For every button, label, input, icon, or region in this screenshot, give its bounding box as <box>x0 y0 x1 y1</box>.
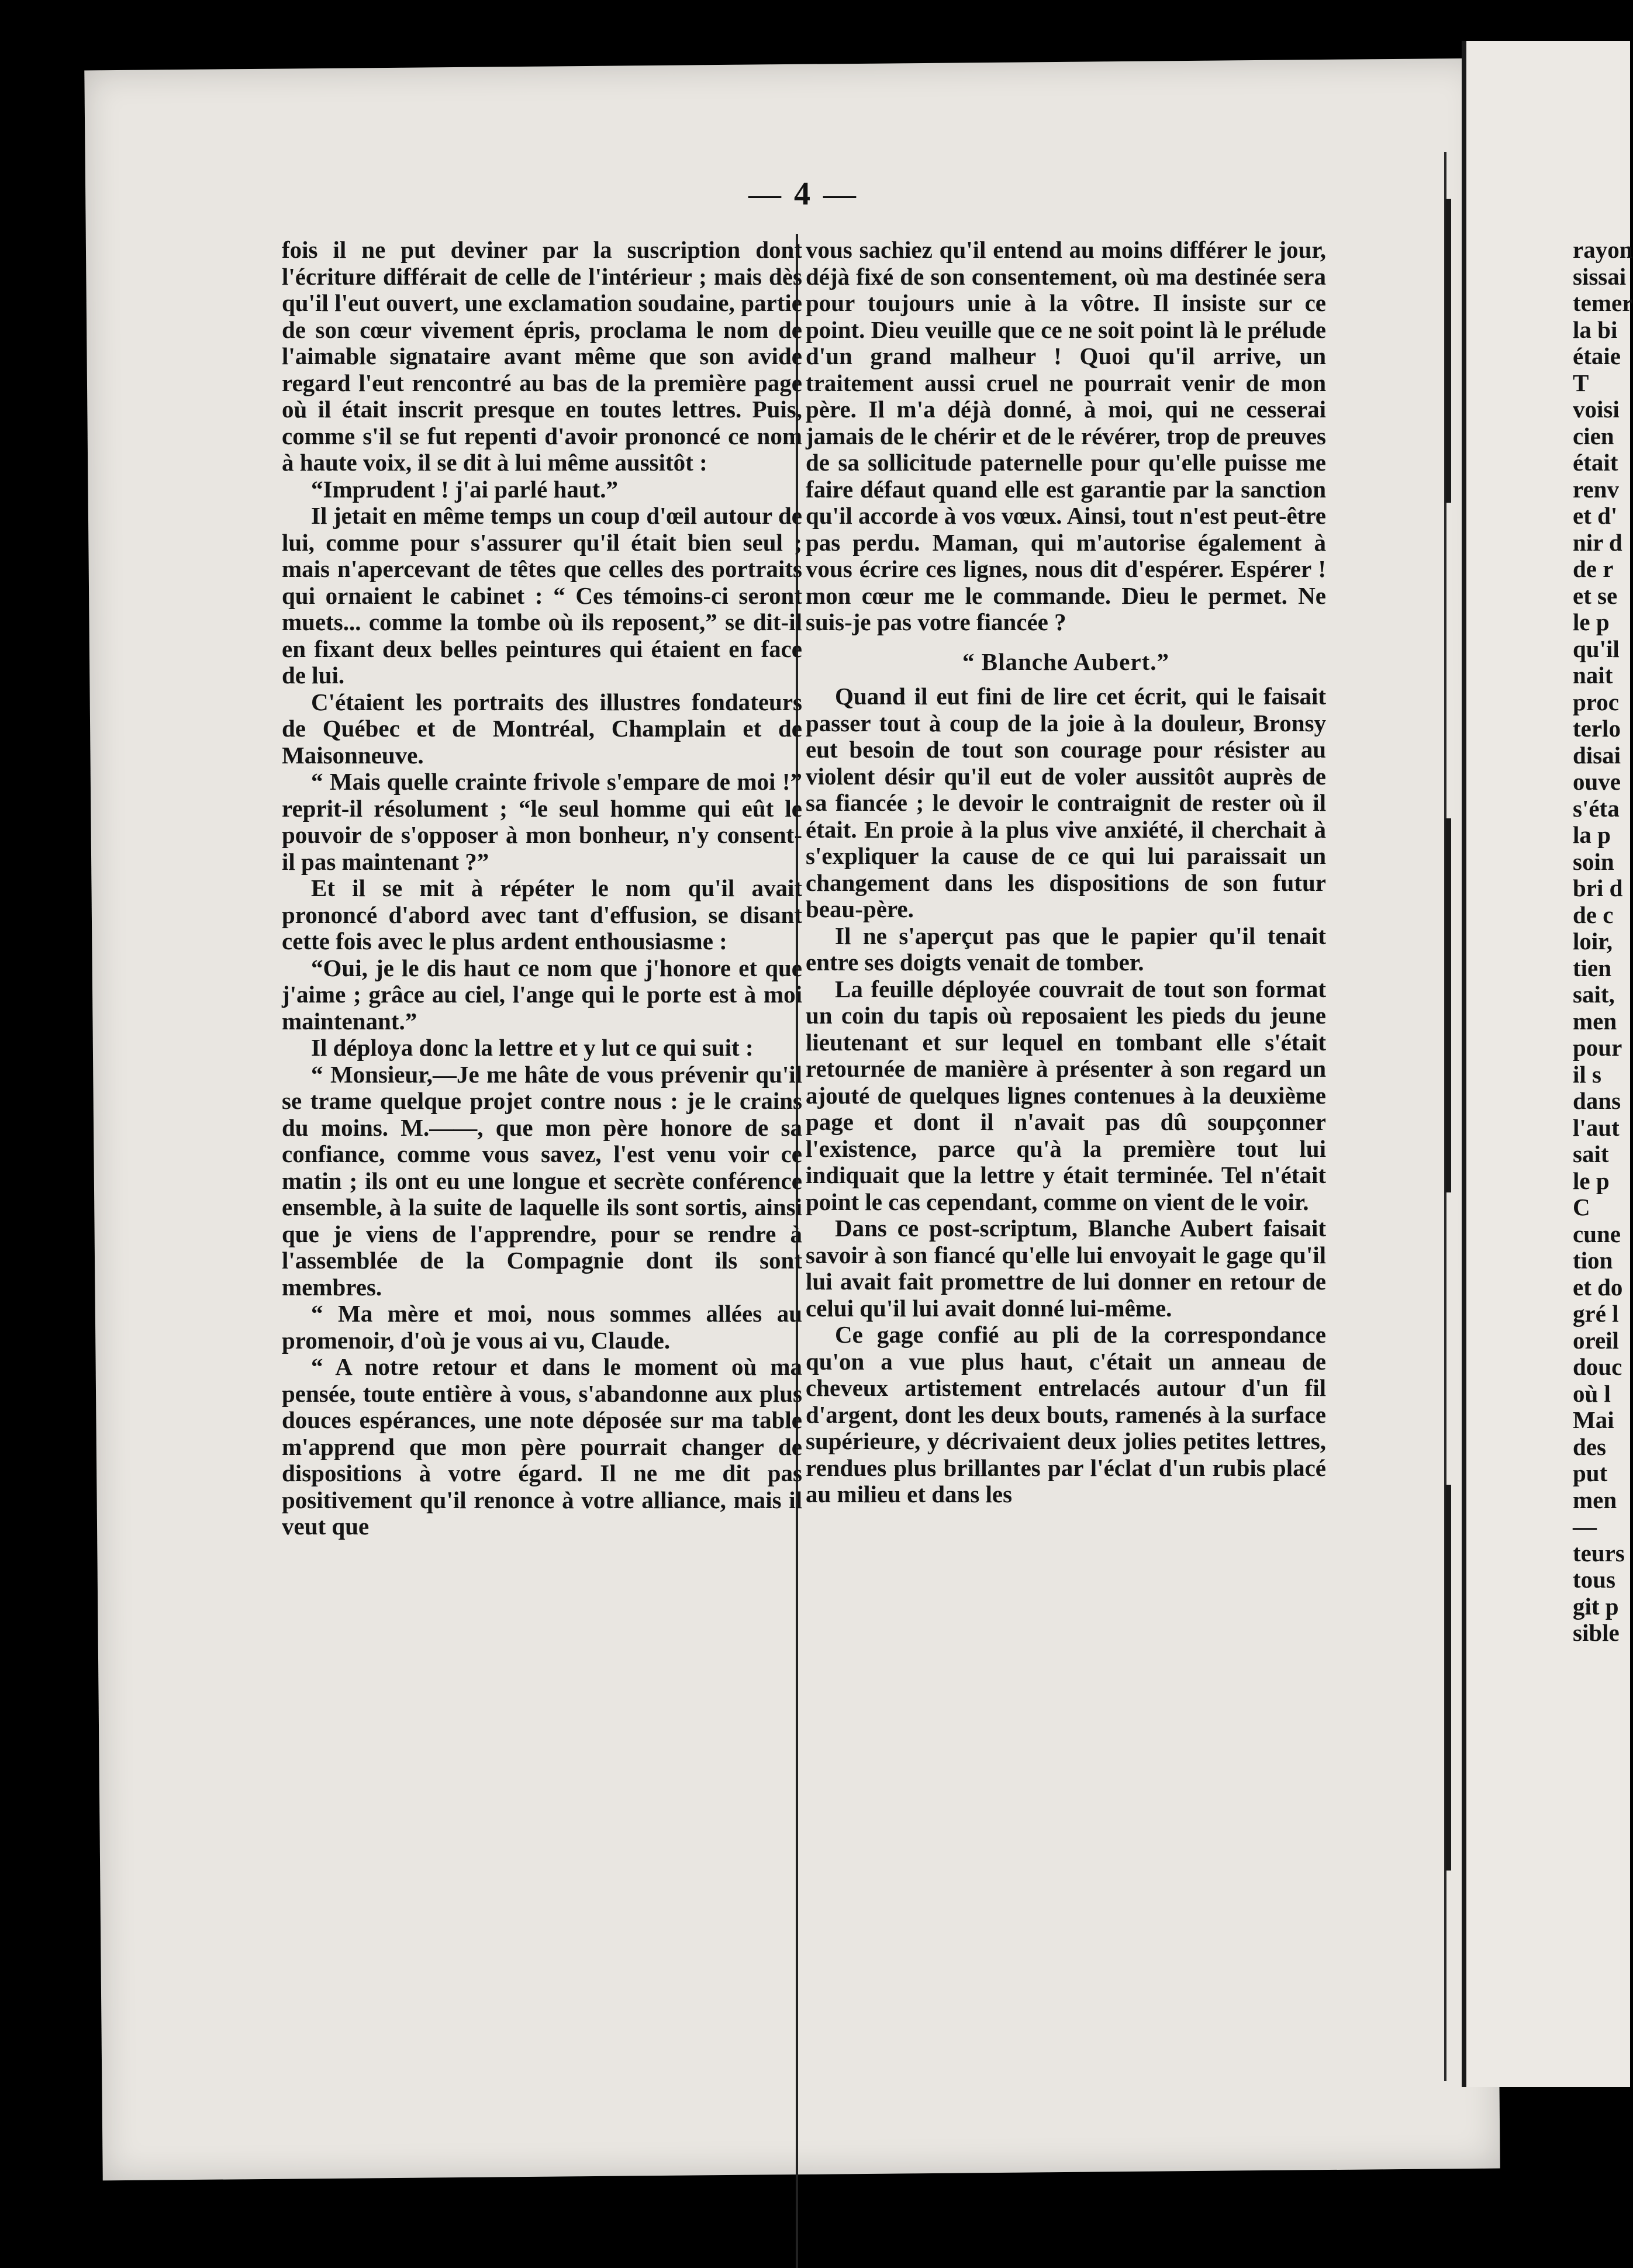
right-column <box>806 237 1326 1508</box>
paragraph: “Imprudent ! j'ai parlé haut.” <box>311 475 619 503</box>
next-page-line: terlo <box>1573 715 1621 742</box>
next-page-line: cune <box>1573 1220 1621 1247</box>
paragraph: “ Mais quelle crainte frivole s'empare de moi !” reprit-il résolument ; “le seul homme qui eût le pouvoir de s'opposer à mon bonheur, n'y consent-il pas maintenant ?” <box>282 768 802 875</box>
next-page-line: où l <box>1573 1380 1611 1407</box>
paragraph: Il déploya donc la lettre et y lut ce qui suit : <box>311 1034 754 1061</box>
next-page-line: Mai <box>1573 1406 1614 1433</box>
next-page-line: et se <box>1573 582 1618 609</box>
next-page-line: le p <box>1573 1167 1610 1194</box>
next-page-line: la bi <box>1573 316 1618 343</box>
next-page-line: sait <box>1573 1140 1609 1167</box>
paragraph: Ce gage confié au pli de la correspondance qu'on a vue plus haut, c'était un anneau de cheveux artistement entrelacés autour d'un fil d'argent, dont les deux bouts, ramenés à la surface supérieure, y décrivaient deux jolies petites lettres, rendues plus brillantes par l'éclat d'un rubis placé au milieu et dans les <box>806 1321 1326 1508</box>
next-page-line: douc <box>1573 1353 1622 1380</box>
next-page-line: oreil <box>1573 1326 1619 1354</box>
next-page-line: s'éta <box>1573 794 1620 822</box>
next-page-line: tion <box>1573 1247 1613 1274</box>
next-page-line: qu'il <box>1573 635 1620 662</box>
next-page-line: voisi <box>1573 396 1620 423</box>
paragraph: La feuille déployée couvrait de tout son format un coin du tapis où reposaient les pieds du jeune lieutenant et sur lequel en tombant elle s'était retournée de manière à présenter à son regard un ajouté de quelques lignes contenues à la deuxième page et dont il n'avait pas dû soupçonner l'existence, parce qu'à la première tout lui indiquait que la lettre y était terminée. Tel n'était point le cas cependant, comme on vient de le voir. <box>806 975 1326 1215</box>
next-page-line: de c <box>1573 901 1614 928</box>
next-page-line: disai <box>1573 741 1621 769</box>
next-page-line: il s <box>1573 1060 1601 1088</box>
paragraph: “ Monsieur,—Je me hâte de vous prévenir qu'il se trame quelque projet contre nous : je le crains du moins. M.——, que mon père honore de sa confiance, comme vous savez, l'est venu voir ce matin ; ils ont eu une longue et secrète conférence ensemble, à la suite de laquelle ils sont sortis, ainsi que je viens de l'apprendre, pour se rendre à l'assemblée de la Compagnie dont ils sont membres. <box>282 1060 802 1301</box>
next-page-line: l'aut <box>1573 1114 1620 1141</box>
next-page-line: cien <box>1573 422 1614 450</box>
next-page-line: et d' <box>1573 502 1618 529</box>
paragraph: “ A notre retour et dans le moment où ma pensée, toute entière à vous, s'abandonne aux plus douces espérances, une note déposée sur ma table m'apprend que mon père pourrait changer de dispositions à votre égard. Il ne me dit pas positivement qu'il renonce à votre alliance, mais il veut que <box>282 1353 802 1540</box>
next-page-line: rayon <box>1573 236 1633 263</box>
next-page-line: C <box>1573 1194 1590 1221</box>
next-page-line: et do <box>1573 1273 1623 1301</box>
next-page-line: sissai <box>1573 262 1627 290</box>
paragraph: vous sachiez qu'il entend au moins différer le jour, déjà fixé de son consentement, où ma destinée sera pour toujours unie à la vôtre. Il insiste sur ce point. Dieu veuille que ce ne soit point là le prélude d'un grand malheur ! Quoi qu'il arrive, un traitement aussi cruel ne pourrait venir de mon père. Il m'a déjà donné, à moi, qui ne cesserai jamais de le chérir et de le révérer, trop de preuves de sa sollicitude paternelle pour qu'elle puisse me faire défaut quand elle est garantie par la sanction qu'il accorde à vos vœux. Ainsi, tout n'est peut-être pas perdu. Maman, qui m'autorise également à vous écrire ces lignes, nous dit d'espérer. Espérer ! mon cœur me le commande. Dieu le permet. Ne suis-je pas votre fiancée ? <box>806 236 1326 635</box>
next-page-line: nait <box>1573 662 1613 689</box>
next-page-line: la p <box>1573 821 1611 848</box>
paragraph: Quand il eut fini de lire cet écrit, qui le faisait passer tout à coup de la joie à la douleur, Bronsy eut besoin de tout son courage pour résister au violent désir qu'il eut de voler aussitôt auprès de sa fiancée ; le devoir le contraignit de rester où il était. En proie à la plus vive anxiété, il cherchait à s'expliquer la cause de ce qui lui paraissait un changement dans les dispositions de son futur beau-père. <box>806 683 1326 922</box>
paragraph: Dans ce post-scriptum, Blanche Aubert faisait savoir à son fiancé qu'elle lui envoyait le gage qu'il lui avait fait promettre de lui donner en retour de celui qu'il lui avait donné lui-même. <box>806 1215 1326 1322</box>
left-column <box>282 237 802 1540</box>
next-page-line: bri d <box>1573 874 1623 901</box>
next-page-line: de r <box>1573 555 1614 582</box>
letter-signature: “ Blanche Aubert.” <box>962 648 1169 675</box>
next-page-line: renv <box>1573 475 1619 503</box>
next-page-line: gré l <box>1573 1300 1619 1327</box>
next-page-line: nir d <box>1573 528 1622 556</box>
next-page-line: T <box>1573 369 1589 396</box>
next-page-line: men <box>1573 1007 1617 1035</box>
next-page-fragment <box>1573 236 1633 1647</box>
next-page-line: soin <box>1573 848 1614 875</box>
next-page-line: le p <box>1573 609 1610 635</box>
paragraph: C'étaient les portraits des illustres fondateurs de Québec et de Montréal, Champlain et de Maisonneuve. <box>282 688 802 769</box>
paragraph: Il ne s'aperçut pas que le papier qu'il tenait entre ses doigts venait de tomber. <box>806 922 1326 976</box>
binding-stitch <box>1445 199 1451 503</box>
paragraph: Et il se mit à répéter le nom qu'il avait prononcé d'abord avec tant d'effusion, se disant cette fois avec le plus ardent enthousiasme : <box>282 874 802 955</box>
next-page-line: men <box>1573 1486 1617 1513</box>
next-page-line: sait, <box>1573 981 1615 1008</box>
binding-stitch <box>1445 1485 1451 1871</box>
next-page-line: temer <box>1573 289 1633 316</box>
next-page-line: pour <box>1573 1034 1622 1061</box>
next-page-line: étaie <box>1573 343 1621 369</box>
next-page-line: était <box>1573 449 1618 476</box>
page-number: — 4 — <box>748 176 858 212</box>
binding-stitch <box>1445 818 1451 1192</box>
next-page-line: git p <box>1573 1592 1619 1620</box>
paragraph: “Oui, je le dis haut ce nom que j'honore et que j'aime ; grâce au ciel, l'ange qui le porte est à moi maintenant.” <box>282 954 802 1035</box>
paragraph: Il jetait en même temps un coup d'œil autour de lui, comme pour s'assurer qu'il était bien seul ; mais n'apercevant de têtes que celles des portraits qui ornaient le cabinet : “ Ces témoins-ci seront muets... comme la tombe où ils reposent,” se dit-il en fixant deux belles peintures qui étaient en face de lui. <box>282 502 802 689</box>
next-page-line: — <box>1573 1513 1597 1540</box>
next-page-line: loir, <box>1573 928 1613 955</box>
next-page-line: sible <box>1573 1619 1620 1646</box>
paragraph: “ Ma mère et moi, nous sommes allées au promenoir, d'où je vous ai vu, Claude. <box>282 1300 802 1354</box>
next-page-line: proc <box>1573 688 1619 715</box>
next-page-line: put <box>1573 1460 1608 1486</box>
next-page-line: tien <box>1573 954 1612 981</box>
next-page-line: dans <box>1573 1087 1621 1114</box>
paragraph: fois il ne put deviner par la suscription dont l'écriture différait de celle de l'intérieur ; mais dès qu'il l'eut ouvert, une exclamation soudaine, partie de son cœur vivement épris, proclama le nom de l'aimable signataire avant même que son avide regard l'eut rencontré au bas de la première page où il était inscrit presque en toutes lettres. Puis, comme s'il se fut repenti d'avoir prononcé ce nom à haute voix, il se dit à lui même aussitôt : <box>282 236 802 476</box>
next-page-line: teurs <box>1573 1539 1625 1567</box>
next-page-line: tous <box>1573 1566 1615 1593</box>
next-page-line: des <box>1573 1433 1606 1460</box>
next-page-line: ouve <box>1573 768 1621 795</box>
